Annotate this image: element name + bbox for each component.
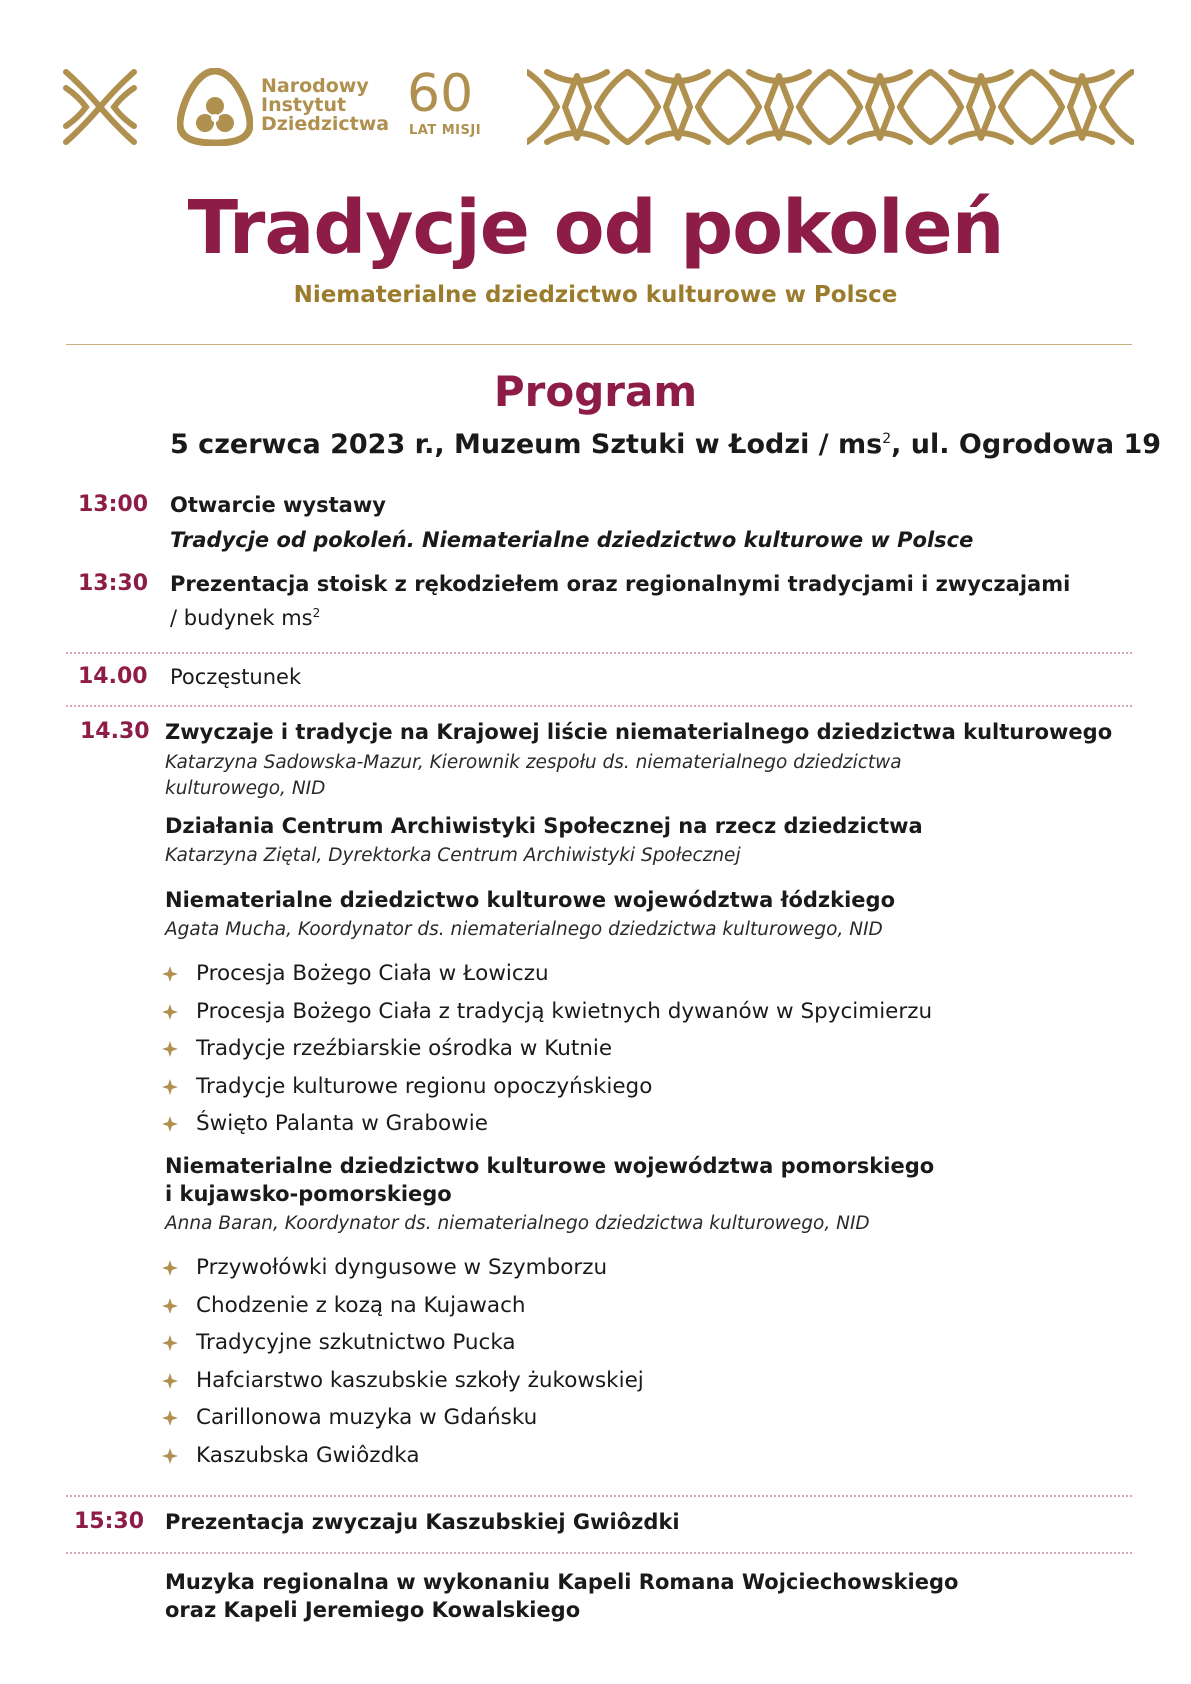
folk-ornament-icon [62,66,138,148]
list-item [162,1287,644,1325]
list-item [162,1030,932,1068]
ornament-pattern-left [62,66,138,148]
list-item [162,1249,644,1287]
list-item [162,1362,644,1400]
folk-ornament-band-icon [527,66,1134,148]
list-item [162,1105,932,1143]
talk-1-speaker-line-2: kulturowego, NID [165,778,326,799]
schedule-title-1330: Prezentacja stoisk z rękodziełem oraz regionalnymi tradycjami i zwyczajami [170,572,1071,596]
schedule-time-1330: 13:30 [78,571,149,596]
list-item [162,1437,644,1475]
four-point-star-icon [162,966,178,982]
talk-2-speaker: Katarzyna Ziętal, Dyrektorka Centrum Archiwistyki Społecznej [165,845,741,866]
schedule-title-1400: Poczęstunek [170,665,302,689]
list-item [162,1068,932,1106]
schedule-place-1330 [170,604,320,632]
list-item-label: Tradycje rzeźbiarskie ośrodka w Kutnie [196,1036,613,1061]
dotted-divider-3 [66,1495,1132,1497]
list-item-label: Tradycyjne szkutnictwo Pucka [196,1330,516,1355]
four-point-star-icon [162,1116,178,1132]
schedule-title-1300: Otwarcie wystawy [170,493,386,517]
header-band [62,66,1134,148]
closing-line-1: Muzyka regionalna w wykonaniu Kapeli Romana Wojciechowskiego [165,1570,959,1594]
event-line-address: , ul. Ogrodowa 19 [891,429,1162,460]
four-point-star-icon [162,1260,178,1276]
schedule-subtitle-1300: Tradycje od pokoleń. Niematerialne dziedzictwo kulturowe w Polsce [170,528,974,552]
four-point-star-icon [162,1298,178,1314]
page-subtitle: Niematerialne dziedzictwo kulturowe w Polsce [293,282,898,308]
anniversary-number: 60 [407,64,474,124]
talk-1-title: Zwyczaje i tradycje na Krajowej liście niematerialnego dziedzictwa kulturowego [165,720,1113,744]
talk-1-speaker-line-1: Katarzyna Sadowska-Mazur, Kierownik zespołu ds. niematerialnego dziedzictwa [165,752,902,773]
list-item [162,955,932,993]
list-item-label: Procesja Bożego Ciała w Łowiczu [196,961,549,986]
schedule-title-1530: Prezentacja zwyczaju Kaszubskiej Gwiôzdki [165,1510,680,1534]
four-point-star-icon [162,1004,178,1020]
list-item-label: Procesja Bożego Ciała z tradycją kwietnych dywanów w Spycimierzu [196,998,933,1024]
talk-4-title-line-1: Niematerialne dziedzictwo kulturowe województwa pomorskiego [165,1154,935,1178]
list-item-label: Carillonowa muzyka w Gdańsku [196,1405,538,1430]
list-item [162,1324,644,1362]
program-heading: Program [493,367,698,416]
schedule-time-1430: 14.30 [80,719,150,744]
list-item [162,1399,644,1437]
dotted-divider-1 [66,652,1132,654]
four-point-star-icon [162,1373,178,1389]
nid-trefoil-logo-icon [177,68,253,146]
header-divider [66,344,1132,345]
talk-4-speaker: Anna Baran, Koordynator ds. niematerialnego dziedzictwa kulturowego, NID [165,1213,870,1234]
event-line-text: 5 czerwca 2023 r., Muzeum Sztuki w Łodzi / ms [170,429,883,460]
logo-line-2: Instytut [261,94,347,116]
place-sup: 2 [312,606,321,620]
logo-wordmark [261,77,389,134]
list-item-label: Tradycje kulturowe regionu opoczyńskiego [196,1073,653,1099]
dotted-divider-4 [66,1552,1132,1554]
logo-line-3: Dziedzictwa [261,113,390,135]
list-item-label: Kaszubska Gwiôzdka [196,1442,420,1468]
four-point-star-icon [162,1041,178,1057]
four-point-star-icon [162,1079,178,1095]
talk-3-speaker: Agata Mucha, Koordynator ds. niematerialnego dziedzictwa kulturowego, NID [165,919,883,940]
talk-3-title: Niematerialne dziedzictwo kulturowe województwa łódzkiego [165,888,896,912]
nid-logo [177,64,557,148]
anniversary-label: LAT MISJI [409,123,482,138]
event-line-sup: 2 [882,431,892,447]
dotted-divider-2 [66,705,1132,707]
place-text: / budynek ms [170,606,313,630]
list-item-label: Hafciarstwo kaszubskie szkoły żukowskiej [196,1367,644,1393]
list-item [162,993,932,1031]
closing-line-2: oraz Kapeli Jeremiego Kowalskiego [165,1598,581,1622]
four-point-star-icon [162,1410,178,1426]
list-item-label: Chodzenie z kozą na Kujawach [196,1292,526,1318]
list-item-label: Święto Palanta w Grabowie [196,1111,488,1136]
four-point-star-icon [162,1335,178,1351]
schedule-time-1300: 13:00 [78,492,149,517]
logo-line-1: Narodowy [261,75,369,97]
four-point-star-icon [162,1448,178,1464]
ornament-pattern-right [527,66,1134,148]
talk-4-title-line-2: i kujawsko-pomorskiego [165,1182,452,1206]
schedule-time-1530: 15:30 [74,1509,145,1534]
schedule-time-1400: 14.00 [78,664,148,689]
event-date-location [170,428,1161,462]
talk-4-items [162,1249,644,1474]
list-item-label: Przywołówki dyngusowe w Szymborzu [196,1255,608,1280]
talk-3-items [162,955,932,1143]
talk-2-title: Działania Centrum Archiwistyki Społecznej na rzecz dziedzictwa [165,814,923,838]
page-title: Tradycje od pokoleń [187,185,1004,271]
